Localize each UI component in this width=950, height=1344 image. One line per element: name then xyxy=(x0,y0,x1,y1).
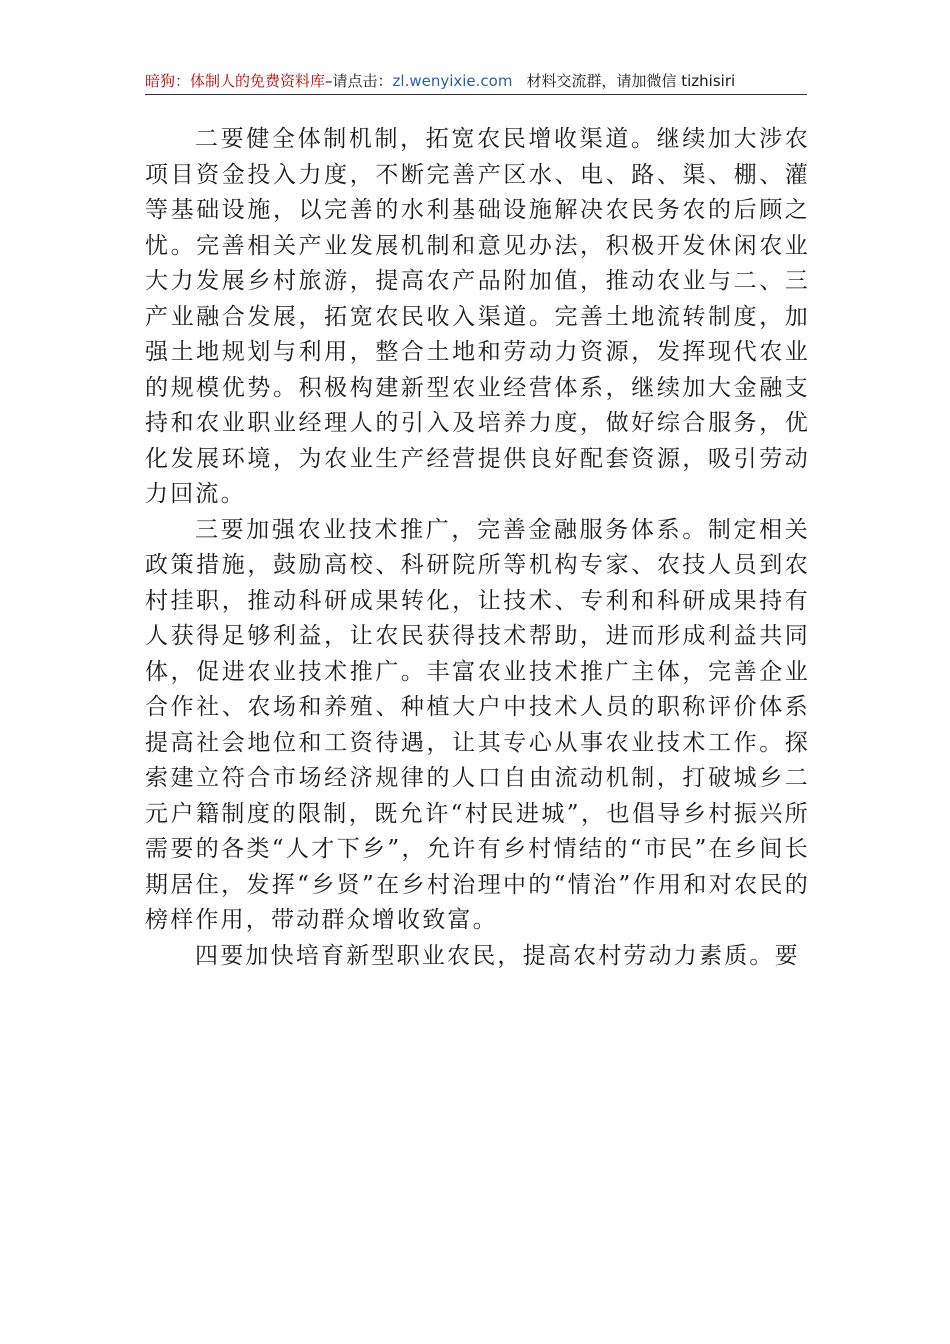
header-brand: 暗狗：体制人的免费资料库 xyxy=(145,72,326,90)
header-prompt: –请点击： xyxy=(325,72,393,90)
paragraph-2: 二要健全体制机制，拓宽农民增收渠道。继续加大涉农项目资金投入力度，不断完善产区水、电、路、渠、棚、灌等基础设施，以完善的水利基础设施解决农民务农的后顾之忧。完善相关产业发展机制和意见办法，积极开发休闲农业大力发展乡村旅游，提高农产品附加值，推动农业与二、三产业融合发展，拓宽农民收入渠道。完善土地流转制度，加强土地规划与利用，整合土地和劳动力资源，发挥现代农业的规模优势。积极构建新型农业经营体系，继续加大金融支持和农业职业经理人的引入及培养力度，做好综合服务，优化发展环境，为农业生产经营提供良好配套资源，吸引劳动力回流。 xyxy=(145,126,810,507)
paragraph-4: 四要加快培育新型职业农民，提高农村劳动力素质。要 xyxy=(195,942,800,969)
header-contact: 材料交流群，请加微信 tizhisiri xyxy=(526,72,736,90)
page-header xyxy=(145,68,807,95)
paragraph-3: 三要加强农业技术推广，完善金融服务体系。制定相关政策措施，鼓励高校、科研院所等机构专家、农技人员到农村挂职，推动科研成果转化，让技术、专利和科研成果持有人获得足够利益，让农民获得技术帮助，进而形成利益共同体，促进农业技术推广。丰富农业技术推广主体，完善企业合作社、农场和养殖、种植大户中技术人员的职称评价体系提高社会地位和工资待遇，让其专心从事农业技术工作。探索建立符合市场经济规律的人口自由流动机制，打破城乡二元户籍制度的限制，既允许“村民进城”，也倡导乡村振兴所需要的各类“人才下乡”，允许有乡村情结的“市民”在乡间长期居住，发挥“乡贤”在乡村治理中的“情治”作用和对农民的榜样作用，带动群众增收致富。 xyxy=(145,516,810,933)
document-body xyxy=(145,122,810,974)
header-url-link[interactable]: zl.wenyixie.com xyxy=(392,72,513,90)
